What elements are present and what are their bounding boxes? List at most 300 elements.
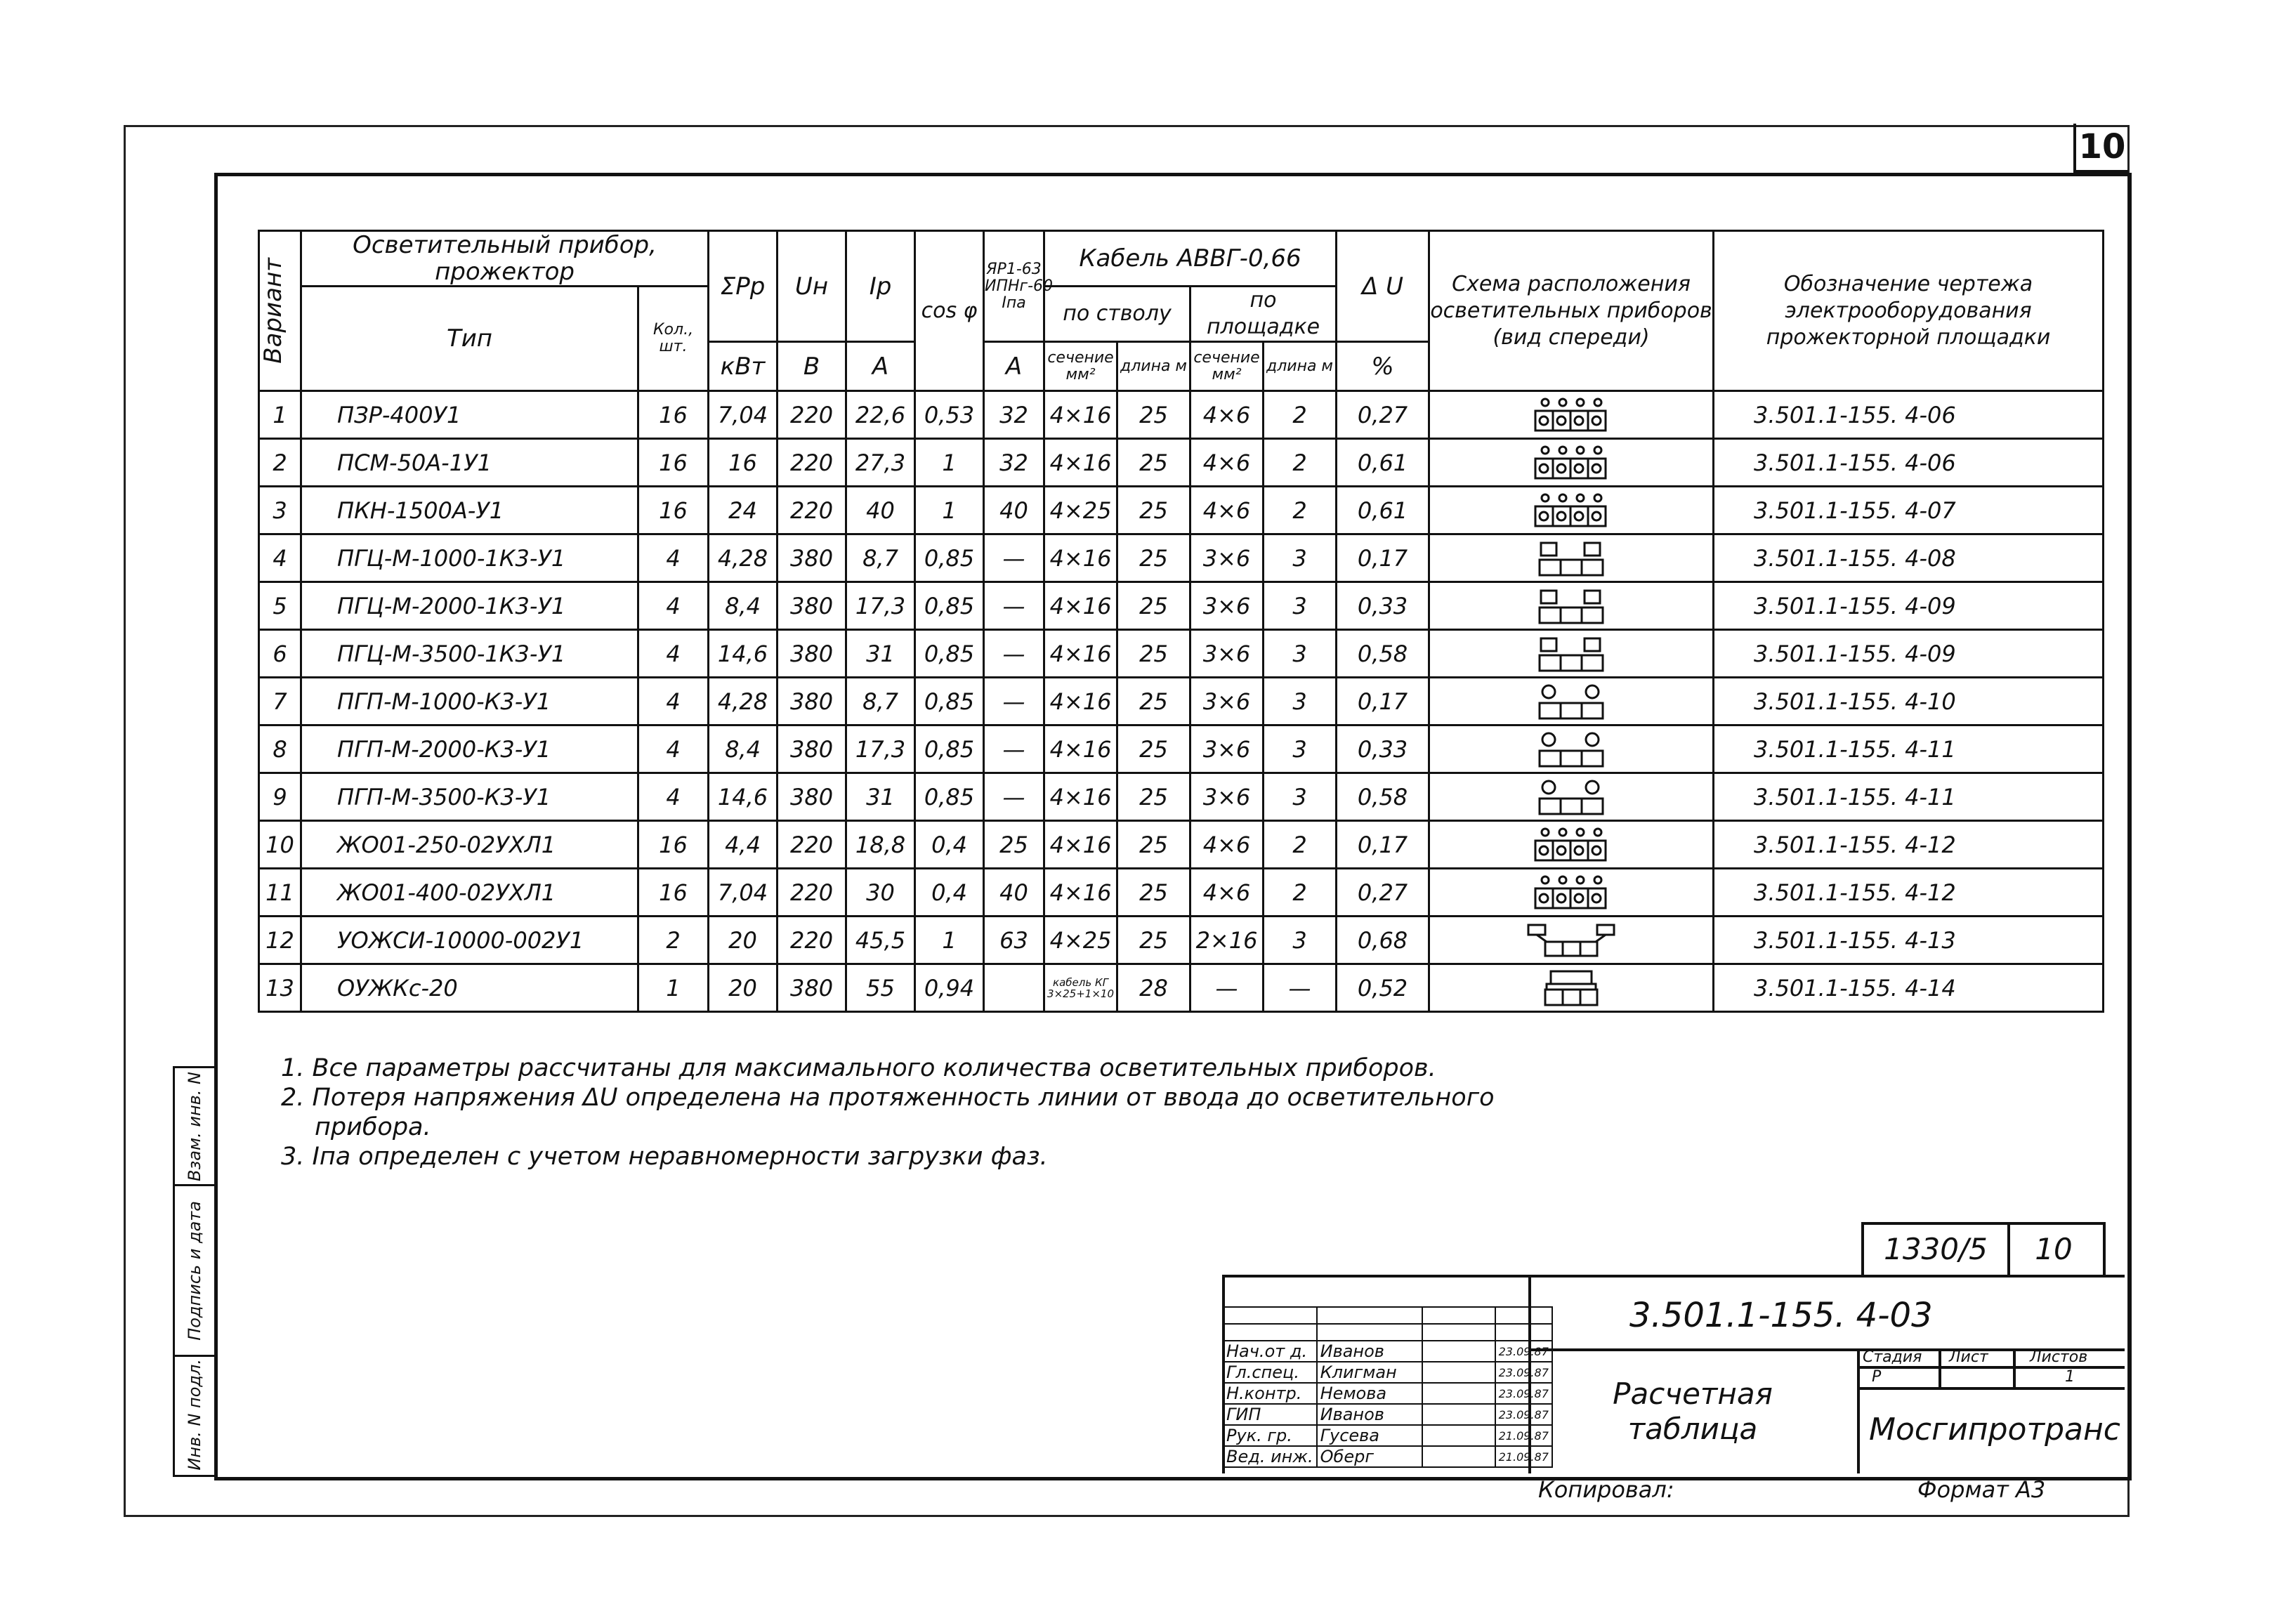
cell-scheme bbox=[1429, 582, 1714, 630]
cell-cos: 0,85 bbox=[915, 630, 984, 678]
layout-scheme-icon bbox=[1526, 921, 1617, 960]
header-qty: Кол., шт. bbox=[638, 287, 709, 391]
cell-i: 22,6 bbox=[846, 391, 915, 439]
side-cell-replace: Взам. инв. N bbox=[175, 1068, 214, 1186]
stage-value: Р bbox=[1872, 1368, 1882, 1386]
cell-p: 20 bbox=[709, 964, 778, 1012]
cell-n: 1 bbox=[259, 391, 301, 439]
cell-type: ПГП-М-2000-К3-У1 bbox=[301, 725, 638, 773]
cell-p: 14,6 bbox=[709, 773, 778, 821]
header-on-platform: по площадке bbox=[1190, 287, 1337, 342]
cell-s2: — bbox=[1190, 964, 1264, 1012]
cell-n: 7 bbox=[259, 678, 301, 725]
cell-l1: 25 bbox=[1117, 869, 1190, 917]
cell-u: 220 bbox=[778, 821, 846, 869]
cell-du: 0,27 bbox=[1337, 391, 1429, 439]
cell-designation: 3.501.1-155. 4-06 bbox=[1714, 439, 2104, 487]
cell-u: 380 bbox=[778, 678, 846, 725]
cell-p: 16 bbox=[709, 439, 778, 487]
cell-p: 4,28 bbox=[709, 678, 778, 725]
cell-s1: 4×16 bbox=[1044, 630, 1117, 678]
header-ip-unit: А bbox=[846, 342, 915, 391]
cell-l2: 3 bbox=[1264, 534, 1337, 582]
cell-u: 220 bbox=[778, 487, 846, 534]
cell-s1: 4×16 bbox=[1044, 773, 1117, 821]
signature-row bbox=[1223, 1383, 1552, 1404]
signature-row bbox=[1223, 1425, 1552, 1446]
table-row bbox=[259, 725, 2104, 773]
cell-ia: 40 bbox=[984, 487, 1044, 534]
cell-l2: 3 bbox=[1264, 630, 1337, 678]
signature-role: ГИП bbox=[1223, 1404, 1317, 1425]
header-designation: Обозначение чертежа электрооборудования прожекторной площадки bbox=[1714, 231, 2104, 391]
cell-s2: 4×6 bbox=[1190, 869, 1264, 917]
tb-stage-line bbox=[1857, 1366, 2125, 1369]
header-cable: Кабель АВВГ-0,66 bbox=[1044, 231, 1337, 287]
cell-s2: 3×6 bbox=[1190, 582, 1264, 630]
signature-name: Иванов bbox=[1317, 1341, 1422, 1362]
header-section-1: сечение мм² bbox=[1044, 342, 1117, 391]
signature-name: Гусева bbox=[1317, 1425, 1422, 1446]
signature bbox=[1422, 1383, 1495, 1404]
note-2: 2. Потеря напряжения ΔU определена на протяженность линии от ввода до осветительного bbox=[281, 1084, 1495, 1112]
cell-n: 5 bbox=[259, 582, 301, 630]
cell-l2: 3 bbox=[1264, 582, 1337, 630]
cell-cos: 0,4 bbox=[915, 869, 984, 917]
layout-scheme-icon bbox=[1526, 682, 1617, 721]
signature bbox=[1422, 1362, 1495, 1383]
table-row bbox=[259, 630, 2104, 678]
cell-p: 24 bbox=[709, 487, 778, 534]
sheet-number: 10 bbox=[2073, 124, 2128, 173]
cell-qty: 16 bbox=[638, 869, 709, 917]
album-sheet-box: 10 bbox=[2005, 1222, 2106, 1278]
cell-l2: 3 bbox=[1264, 773, 1337, 821]
header-du-unit: % bbox=[1337, 342, 1429, 391]
signature-date: 23.09.87 bbox=[1495, 1341, 1552, 1362]
cell-type: ПГЦ-М-3500-1К3-У1 bbox=[301, 630, 638, 678]
cell-type: ПГЦ-М-2000-1К3-У1 bbox=[301, 582, 638, 630]
cell-scheme bbox=[1429, 630, 1714, 678]
signature-role: Н.контр. bbox=[1223, 1383, 1317, 1404]
cell-s1: 4×16 bbox=[1044, 534, 1117, 582]
cell-i: 30 bbox=[846, 869, 915, 917]
header-ip: Iр bbox=[846, 231, 915, 342]
cell-s1: 4×16 bbox=[1044, 439, 1117, 487]
cell-l1: 25 bbox=[1117, 678, 1190, 725]
table-row bbox=[259, 487, 2104, 534]
lists-label: Листов bbox=[2030, 1348, 2088, 1366]
cell-ia: — bbox=[984, 678, 1044, 725]
cell-u: 220 bbox=[778, 439, 846, 487]
title-line-2: таблица bbox=[1627, 1412, 1758, 1446]
cell-s2: 3×6 bbox=[1190, 725, 1264, 773]
cell-s2: 2×16 bbox=[1190, 917, 1264, 964]
cell-l1: 25 bbox=[1117, 773, 1190, 821]
cell-u: 380 bbox=[778, 630, 846, 678]
cell-s2: 4×6 bbox=[1190, 487, 1264, 534]
cell-s2: 3×6 bbox=[1190, 773, 1264, 821]
cell-du: 0,68 bbox=[1337, 917, 1429, 964]
table-row bbox=[259, 391, 2104, 439]
cell-qty: 2 bbox=[638, 917, 709, 964]
note-1: 1. Все параметры рассчитаны для максимального количества осветительных приборов. bbox=[281, 1054, 1436, 1082]
header-type: Тип bbox=[301, 287, 638, 391]
cell-p: 7,04 bbox=[709, 869, 778, 917]
layout-scheme-icon bbox=[1526, 873, 1617, 912]
cell-qty: 16 bbox=[638, 391, 709, 439]
cell-l2: — bbox=[1264, 964, 1337, 1012]
cell-u: 380 bbox=[778, 534, 846, 582]
side-stamp bbox=[173, 1066, 214, 1477]
cell-type: ПГЦ-М-1000-1К3-У1 bbox=[301, 534, 638, 582]
layout-scheme-icon bbox=[1526, 825, 1617, 865]
cell-cos: 1 bbox=[915, 917, 984, 964]
cell-ia: 32 bbox=[984, 439, 1044, 487]
signature-row-blank bbox=[1223, 1307, 1552, 1324]
cell-s1: 4×16 bbox=[1044, 869, 1117, 917]
cell-ia: — bbox=[984, 582, 1044, 630]
cell-n: 11 bbox=[259, 869, 301, 917]
cell-p: 7,04 bbox=[709, 391, 778, 439]
cell-s1: 4×25 bbox=[1044, 917, 1117, 964]
cell-du: 0,33 bbox=[1337, 725, 1429, 773]
cell-designation: 3.501.1-155. 4-14 bbox=[1714, 964, 2104, 1012]
cell-type: ПГП-М-1000-К3-У1 bbox=[301, 678, 638, 725]
signature-row bbox=[1223, 1362, 1552, 1383]
cell-du: 0,61 bbox=[1337, 439, 1429, 487]
cell-du: 0,52 bbox=[1337, 964, 1429, 1012]
cell-cos: 0,53 bbox=[915, 391, 984, 439]
cell-designation: 3.501.1-155. 4-11 bbox=[1714, 725, 2104, 773]
cell-n: 13 bbox=[259, 964, 301, 1012]
header-breaker: ЯР1-63 ИПНг-60 Iпа bbox=[984, 231, 1044, 342]
layout-scheme-icon bbox=[1526, 634, 1617, 674]
cell-du: 0,58 bbox=[1337, 773, 1429, 821]
cell-designation: 3.501.1-155. 4-11 bbox=[1714, 773, 2104, 821]
cell-n: 12 bbox=[259, 917, 301, 964]
cell-qty: 1 bbox=[638, 964, 709, 1012]
cell-scheme bbox=[1429, 725, 1714, 773]
cell-type: ПКН-1500А-У1 bbox=[301, 487, 638, 534]
cell-ia: — bbox=[984, 534, 1044, 582]
signature bbox=[1422, 1425, 1495, 1446]
side-cell-sign: Подпись и дата bbox=[175, 1186, 214, 1357]
signature-role: Рук. гр. bbox=[1223, 1425, 1317, 1446]
cell-du: 0,17 bbox=[1337, 821, 1429, 869]
header-variant: Вариант bbox=[259, 231, 301, 391]
cell-ia: — bbox=[984, 725, 1044, 773]
cell-du: 0,33 bbox=[1337, 582, 1429, 630]
cell-n: 9 bbox=[259, 773, 301, 821]
cell-i: 18,8 bbox=[846, 821, 915, 869]
cell-l1: 25 bbox=[1117, 630, 1190, 678]
cell-i: 27,3 bbox=[846, 439, 915, 487]
cell-scheme bbox=[1429, 439, 1714, 487]
cell-ia: — bbox=[984, 630, 1044, 678]
cell-u: 380 bbox=[778, 725, 846, 773]
cell-designation: 3.501.1-155. 4-12 bbox=[1714, 821, 2104, 869]
cell-ia: 25 bbox=[984, 821, 1044, 869]
cell-n: 8 bbox=[259, 725, 301, 773]
cell-u: 220 bbox=[778, 917, 846, 964]
cell-designation: 3.501.1-155. 4-08 bbox=[1714, 534, 2104, 582]
cell-qty: 4 bbox=[638, 534, 709, 582]
signatures-table bbox=[1222, 1306, 1553, 1468]
cell-ia: — bbox=[984, 773, 1044, 821]
cell-l1: 25 bbox=[1117, 534, 1190, 582]
header-scheme: Схема расположения осветительных приборов (вид спереди) bbox=[1429, 231, 1714, 391]
cell-designation: 3.501.1-155. 4-09 bbox=[1714, 582, 2104, 630]
cell-scheme bbox=[1429, 869, 1714, 917]
cell-l1: 25 bbox=[1117, 917, 1190, 964]
header-un-unit: В bbox=[778, 342, 846, 391]
cell-scheme bbox=[1429, 964, 1714, 1012]
header-length-2: длина м bbox=[1264, 342, 1337, 391]
cell-l1: 25 bbox=[1117, 821, 1190, 869]
cell-cos: 0,85 bbox=[915, 582, 984, 630]
header-device: Осветительный прибор, прожектор bbox=[301, 231, 709, 287]
cell-ia: 63 bbox=[984, 917, 1044, 964]
cell-du: 0,61 bbox=[1337, 487, 1429, 534]
cell-designation: 3.501.1-155. 4-09 bbox=[1714, 630, 2104, 678]
cell-scheme bbox=[1429, 917, 1714, 964]
cell-cos: 0,94 bbox=[915, 964, 984, 1012]
cell-scheme bbox=[1429, 391, 1714, 439]
stage-label: Стадия bbox=[1863, 1348, 1922, 1366]
layout-scheme-icon bbox=[1526, 777, 1617, 817]
cell-l2: 2 bbox=[1264, 869, 1337, 917]
signature-row-blank bbox=[1223, 1324, 1552, 1341]
table-row bbox=[259, 678, 2104, 725]
cell-cos: 0,4 bbox=[915, 821, 984, 869]
cell-l2: 2 bbox=[1264, 391, 1337, 439]
cell-cos: 0,85 bbox=[915, 678, 984, 725]
cell-type: ПЗР-400У1 bbox=[301, 391, 638, 439]
table-row bbox=[259, 869, 2104, 917]
cell-l1: 25 bbox=[1117, 487, 1190, 534]
organization: Мосгипротранс bbox=[1869, 1412, 2120, 1447]
layout-scheme-icon bbox=[1526, 586, 1617, 626]
cell-i: 17,3 bbox=[846, 725, 915, 773]
cell-s2: 3×6 bbox=[1190, 534, 1264, 582]
cell-scheme bbox=[1429, 773, 1714, 821]
layout-scheme-icon bbox=[1526, 491, 1617, 530]
layout-scheme-icon bbox=[1526, 443, 1617, 482]
header-power: ΣPр bbox=[709, 231, 778, 342]
cell-l2: 2 bbox=[1264, 439, 1337, 487]
table-row bbox=[259, 964, 2104, 1012]
cell-l1: 25 bbox=[1117, 582, 1190, 630]
layout-scheme-icon bbox=[1526, 968, 1617, 1008]
cell-designation: 3.501.1-155. 4-10 bbox=[1714, 678, 2104, 725]
cell-n: 2 bbox=[259, 439, 301, 487]
signature-row bbox=[1223, 1404, 1552, 1425]
header-cos: cos φ bbox=[915, 231, 984, 391]
cell-designation: 3.501.1-155. 4-07 bbox=[1714, 487, 2104, 534]
cell-i: 31 bbox=[846, 630, 915, 678]
cell-n: 6 bbox=[259, 630, 301, 678]
cell-cos: 0,85 bbox=[915, 725, 984, 773]
signature bbox=[1422, 1341, 1495, 1362]
tb-top-line bbox=[1222, 1275, 2125, 1278]
list-label: Лист bbox=[1949, 1348, 1988, 1366]
cell-l1: 28 bbox=[1117, 964, 1190, 1012]
signature-role: Нач.от д. bbox=[1223, 1341, 1317, 1362]
cell-s1: 4×16 bbox=[1044, 582, 1117, 630]
notes bbox=[281, 1053, 1495, 1171]
signature-name: Оберг bbox=[1317, 1446, 1422, 1467]
document-number: 3.501.1-155. 4-03 bbox=[1629, 1296, 1933, 1335]
cell-i: 55 bbox=[846, 964, 915, 1012]
cell-p: 4,4 bbox=[709, 821, 778, 869]
cell-type: ЖО01-400-02УХЛ1 bbox=[301, 869, 638, 917]
table-row bbox=[259, 534, 2104, 582]
cell-scheme bbox=[1429, 534, 1714, 582]
cell-qty: 4 bbox=[638, 725, 709, 773]
signature-date: 23.09.87 bbox=[1495, 1383, 1552, 1404]
tb-stage-line-2 bbox=[1857, 1387, 2125, 1390]
cell-s2: 4×6 bbox=[1190, 391, 1264, 439]
lists-value: 1 bbox=[2065, 1368, 2075, 1386]
signature bbox=[1422, 1446, 1495, 1467]
cell-p: 8,4 bbox=[709, 725, 778, 773]
cell-l1: 25 bbox=[1117, 439, 1190, 487]
cell-n: 10 bbox=[259, 821, 301, 869]
cell-s1: 4×16 bbox=[1044, 391, 1117, 439]
signature-date: 21.09.87 bbox=[1495, 1446, 1552, 1467]
cell-i: 17,3 bbox=[846, 582, 915, 630]
cell-designation: 3.501.1-155. 4-06 bbox=[1714, 391, 2104, 439]
cell-n: 4 bbox=[259, 534, 301, 582]
signature-row bbox=[1223, 1341, 1552, 1362]
cell-p: 20 bbox=[709, 917, 778, 964]
cell-qty: 4 bbox=[638, 678, 709, 725]
signature-row bbox=[1223, 1446, 1552, 1467]
cell-l2: 3 bbox=[1264, 678, 1337, 725]
cell-designation: 3.501.1-155. 4-12 bbox=[1714, 869, 2104, 917]
signature-name: Немова bbox=[1317, 1383, 1422, 1404]
cell-ia bbox=[984, 964, 1044, 1012]
cell-s1: кабель КГ 3×25+1×10 bbox=[1044, 964, 1117, 1012]
cell-qty: 4 bbox=[638, 582, 709, 630]
album-number-box: 1330/5 bbox=[1861, 1222, 2010, 1278]
cell-l2: 3 bbox=[1264, 917, 1337, 964]
cell-type: УОЖСИ-10000-002У1 bbox=[301, 917, 638, 964]
cell-ia: 32 bbox=[984, 391, 1044, 439]
tb-stage-v2 bbox=[2013, 1348, 2016, 1389]
cell-s1: 4×16 bbox=[1044, 821, 1117, 869]
cell-qty: 16 bbox=[638, 487, 709, 534]
header-along-trunk: по стволу bbox=[1044, 287, 1190, 342]
header-breaker-unit: А bbox=[984, 342, 1044, 391]
cell-s1: 4×16 bbox=[1044, 725, 1117, 773]
signature-date: 21.09.87 bbox=[1495, 1425, 1552, 1446]
signature-role: Гл.спец. bbox=[1223, 1362, 1317, 1383]
layout-scheme-icon bbox=[1526, 395, 1617, 435]
signature-name: Иванов bbox=[1317, 1404, 1422, 1425]
cell-s2: 4×6 bbox=[1190, 821, 1264, 869]
cell-qty: 4 bbox=[638, 630, 709, 678]
header-du: Δ U bbox=[1337, 231, 1429, 342]
side-cell-inv: Инв. N подл. bbox=[185, 1359, 204, 1471]
cell-u: 220 bbox=[778, 869, 846, 917]
header-length-1: длина м bbox=[1117, 342, 1190, 391]
cell-scheme bbox=[1429, 678, 1714, 725]
table-row bbox=[259, 773, 2104, 821]
cell-s1: 4×16 bbox=[1044, 678, 1117, 725]
layout-scheme-icon bbox=[1526, 730, 1617, 769]
cell-n: 3 bbox=[259, 487, 301, 534]
signature-name: Клигман bbox=[1317, 1362, 1422, 1383]
cell-i: 8,7 bbox=[846, 534, 915, 582]
table-row bbox=[259, 917, 2104, 964]
table-row bbox=[259, 582, 2104, 630]
title-line-1: Расчетная bbox=[1613, 1377, 1773, 1411]
cell-u: 380 bbox=[778, 582, 846, 630]
cell-du: 0,27 bbox=[1337, 869, 1429, 917]
cell-du: 0,17 bbox=[1337, 534, 1429, 582]
signature-role: Вед. инж. bbox=[1223, 1446, 1317, 1467]
signature-date: 23.09.87 bbox=[1495, 1404, 1552, 1425]
note-2-cont: прибора. bbox=[315, 1113, 431, 1141]
cell-du: 0,58 bbox=[1337, 630, 1429, 678]
cell-ia: 40 bbox=[984, 869, 1044, 917]
cell-qty: 16 bbox=[638, 439, 709, 487]
table-body bbox=[259, 391, 2104, 1012]
cell-p: 14,6 bbox=[709, 630, 778, 678]
cell-l1: 25 bbox=[1117, 725, 1190, 773]
cell-s2: 3×6 bbox=[1190, 630, 1264, 678]
signature-date: 23.09.87 bbox=[1495, 1362, 1552, 1383]
cell-s2: 4×6 bbox=[1190, 439, 1264, 487]
cell-p: 4,28 bbox=[709, 534, 778, 582]
cell-designation: 3.501.1-155. 4-13 bbox=[1714, 917, 2104, 964]
cell-p: 8,4 bbox=[709, 582, 778, 630]
header-power-unit: кВт bbox=[709, 342, 778, 391]
header-section-2: сечение мм² bbox=[1190, 342, 1264, 391]
signature bbox=[1422, 1404, 1495, 1425]
cell-u: 380 bbox=[778, 964, 846, 1012]
cell-du: 0,17 bbox=[1337, 678, 1429, 725]
cell-l1: 25 bbox=[1117, 391, 1190, 439]
cell-u: 380 bbox=[778, 773, 846, 821]
cell-i: 40 bbox=[846, 487, 915, 534]
cell-l2: 2 bbox=[1264, 487, 1337, 534]
cell-qty: 4 bbox=[638, 773, 709, 821]
cell-s1: 4×25 bbox=[1044, 487, 1117, 534]
cell-s2: 3×6 bbox=[1190, 678, 1264, 725]
cell-scheme bbox=[1429, 487, 1714, 534]
header-un: Uн bbox=[778, 231, 846, 342]
cell-u: 220 bbox=[778, 391, 846, 439]
cell-type: ПГП-М-3500-К3-У1 bbox=[301, 773, 638, 821]
cell-scheme bbox=[1429, 821, 1714, 869]
layout-scheme-icon bbox=[1526, 539, 1617, 578]
cell-l2: 2 bbox=[1264, 821, 1337, 869]
cell-cos: 0,85 bbox=[915, 773, 984, 821]
table-row bbox=[259, 439, 2104, 487]
cell-type: ЖО01-250-02УХЛ1 bbox=[301, 821, 638, 869]
tb-stage-v1 bbox=[1939, 1348, 1941, 1389]
format-label: Формат А3 bbox=[1917, 1476, 2046, 1503]
calculation-table bbox=[258, 230, 2104, 1013]
copied-label: Копировал: bbox=[1538, 1476, 1674, 1503]
cell-l2: 3 bbox=[1264, 725, 1337, 773]
cell-cos: 0,85 bbox=[915, 534, 984, 582]
cell-qty: 16 bbox=[638, 821, 709, 869]
cell-i: 8,7 bbox=[846, 678, 915, 725]
